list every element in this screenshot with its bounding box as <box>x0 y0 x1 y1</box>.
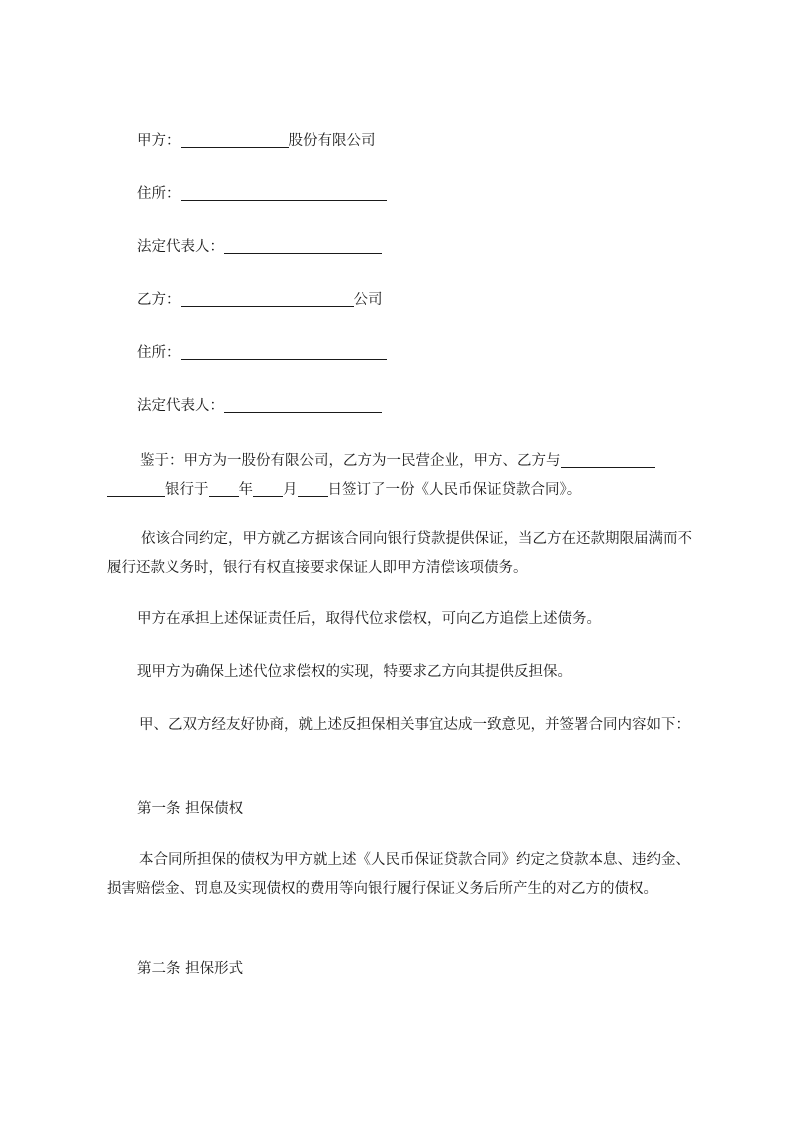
party-a-address-blank <box>181 184 387 201</box>
recital-p1-end: 日签订了一份《人民币保证贷款合同》。 <box>327 482 582 498</box>
party-b-rep-blank <box>224 396 382 413</box>
recital-p1-line2 <box>107 476 697 504</box>
party-a-rep-label: 法定代表人： <box>137 239 224 255</box>
article-2-title: 第二条 担保形式 <box>137 961 244 977</box>
recital-p1-month: 月 <box>283 482 298 498</box>
recital-p2: 依该合同约定，甲方就乙方据该合同向银行贷款提供保证，当乙方在还款期限届满而不履行还款义务时，银行有权直接要求保证人即甲方清偿该项债务。 <box>107 531 692 576</box>
party-a-label: 甲方： <box>137 133 181 149</box>
recital-p1-start: 鉴于：甲方为一股份有限公司，乙方为一民营企业，甲方、乙方与 <box>140 453 561 469</box>
year-blank <box>209 480 239 497</box>
party-b-name-blank <box>181 290 354 307</box>
party-a-line <box>137 127 727 155</box>
recital-p3: 甲方在承担上述保证责任后，取得代位求偿权，可向乙方追偿上述债务。 <box>137 611 601 627</box>
party-a-address-line <box>137 180 727 208</box>
bank-name-blank-1 <box>561 451 655 468</box>
party-b-address-label: 住所： <box>137 345 181 361</box>
recital-p1-year: 年 <box>238 482 253 498</box>
party-b-rep-label: 法定代表人： <box>137 398 224 414</box>
recital-p1-line1 <box>140 447 730 475</box>
article-1-body: 本合同所担保的债权为甲方就上述《人民币保证贷款合同》约定之贷款本息、违约金、损害赔偿金、罚息及实现债权的费用等向银行履行保证义务后所产生的对乙方的债权。 <box>107 852 690 897</box>
party-a-rep-blank <box>224 237 382 254</box>
month-blank <box>253 480 283 497</box>
party-a-name-blank <box>181 131 289 148</box>
day-blank <box>298 480 328 497</box>
recital-p1-bank: 银行于 <box>165 482 209 498</box>
party-b-address-line <box>137 339 727 367</box>
party-a-suffix: 股份有限公司 <box>288 133 376 149</box>
article-1-title: 第一条 担保债权 <box>137 801 244 817</box>
party-b-suffix: 公司 <box>353 292 383 308</box>
party-b-rep-line <box>137 392 727 420</box>
party-b-label: 乙方： <box>137 292 181 308</box>
party-b-address-blank <box>181 343 387 360</box>
recital-p5: 甲、乙双方经友好协商，就上述反担保相关事宜达成一致意见，并签署合同内容如下： <box>139 717 690 733</box>
party-b-line <box>137 286 727 314</box>
party-a-rep-line <box>137 233 727 261</box>
party-a-address-label: 住所： <box>137 186 181 202</box>
bank-name-blank-2 <box>107 480 165 497</box>
recital-p4: 现甲方为确保上述代位求偿权的实现，特要求乙方向其提供反担保。 <box>137 664 572 680</box>
